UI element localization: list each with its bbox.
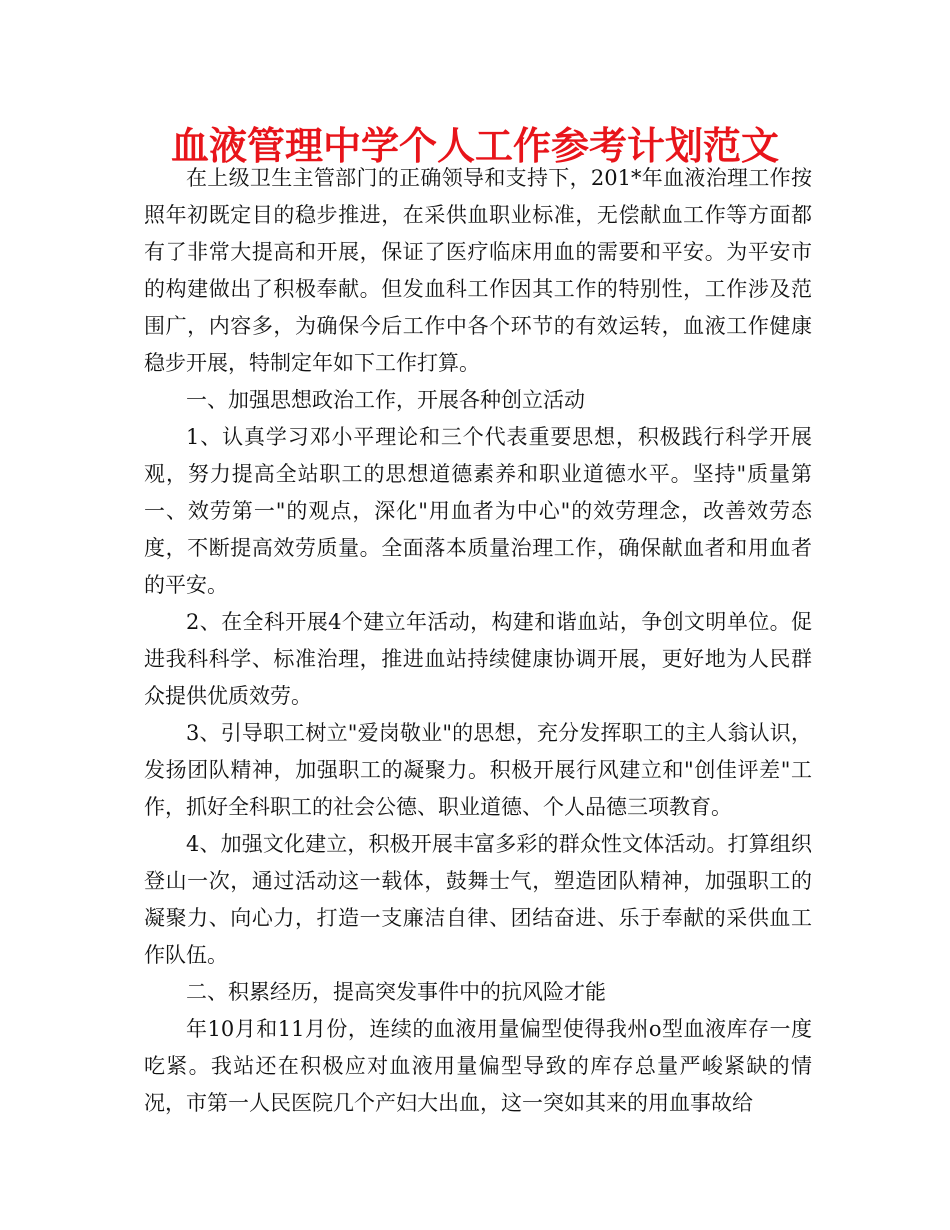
paragraph-item-1: 1、认真学习邓小平理论和三个代表重要思想，积极践行科学开展观，努力提高全站职工的思想道德素养和职业道德水平。坚持"质量第一、效劳第一"的观点，深化"用血者为中心"的效劳理念，改善效劳态度，不断提高效劳质量。全面落本质量治理工作，确保献血者和用血者的平安。	[144, 425, 812, 597]
section-heading-2: 二、积累经历，提高突发事件中的抗风险才能	[186, 980, 606, 1004]
section-heading-1: 一、加强思想政治工作，开展各种创立活动	[186, 388, 585, 412]
document-title: 血液管理中学个人工作参考计划范文	[170, 124, 779, 168]
paragraph-section-2: 年10月和11月份，连续的血液用量偏型使得我州o型血液库存一度吃紧。我站还在积极应对血液用量偏型导致的库存总量严峻紧缺的情况，市第一人民医院几个产妇大出血，这一突如其来的用血事故给	[144, 1017, 812, 1115]
paragraph-item-2: 2、在全科开展4个建立年活动，构建和谐血站，争创文明单位。促进我科科学、标准治理，推进血站持续健康协调开展，更好地为人民群众提供优质效劳。	[144, 610, 812, 708]
paragraph-intro: 在上级卫生主管部门的正确领导和支持下，201*年血液治理工作按照年初既定目的稳步推进，在采供血职业标准，无偿献血工作等方面都有了非常大提高和开展，保证了医疗临床用血的需要和平安。为平安市的构建做出了积极奉献。但发血科工作因其工作的特别性，工作涉及范围广，内容多，为确保今后工作中各个环节的有效运转，血液工作健康稳步开展，特制定年如下工作打算。	[144, 166, 812, 375]
paragraph-item-3: 3、引导职工树立"爱岗敬业"的思想，充分发挥职工的主人翁认识，发扬团队精神，加强职工的凝聚力。积极开展行风建立和"创佳评差"工作，抓好全科职工的社会公德、职业道德、个人品德三项教育。	[144, 721, 812, 819]
document-body	[144, 160, 812, 1122]
paragraph-item-4: 4、加强文化建立，积极开展丰富多彩的群众性文体活动。打算组织登山一次，通过活动这一载体，鼓舞士气，塑造团队精神，加强职工的凝聚力、向心力，打造一支廉洁自律、团结奋进、乐于奉献的采供血工作队伍。	[144, 832, 812, 967]
